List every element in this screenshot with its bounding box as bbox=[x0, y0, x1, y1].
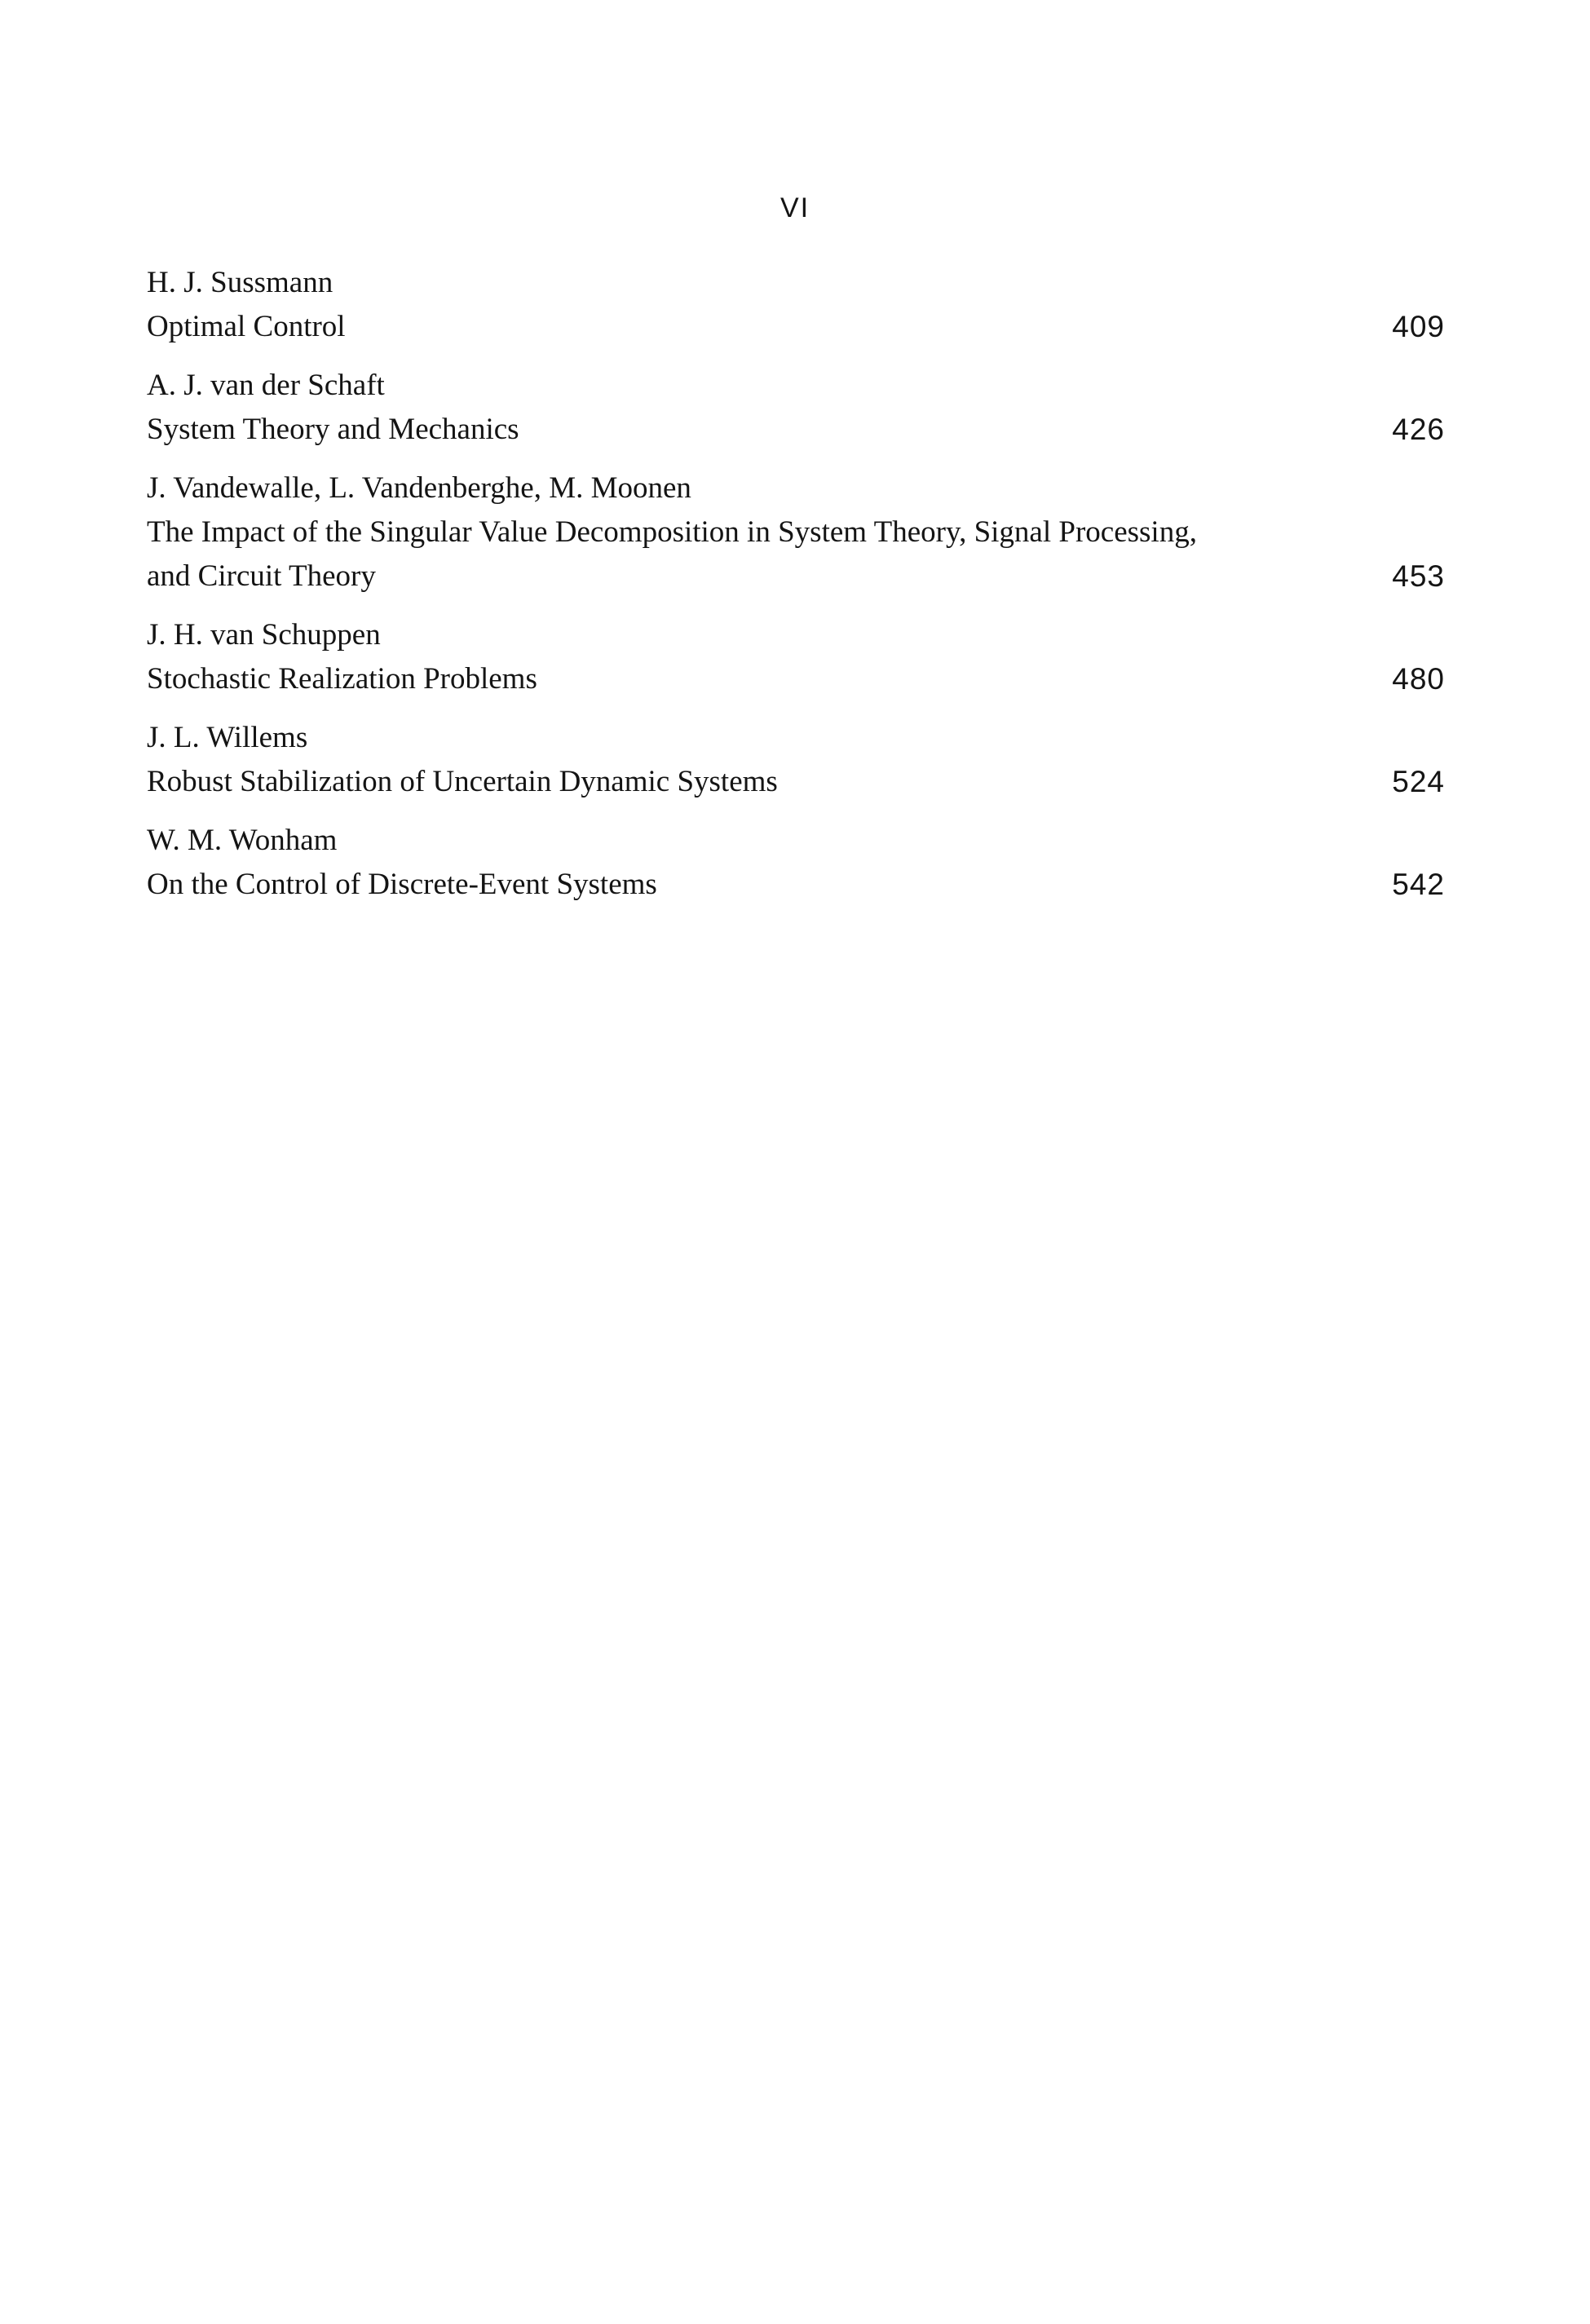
entry-page-number: 480 bbox=[1392, 662, 1445, 696]
entry-title-line: System Theory and Mechanics bbox=[147, 413, 519, 446]
entry-title-line: and Circuit Theory bbox=[147, 559, 376, 593]
entry-authors: J. L. Willems bbox=[147, 721, 308, 754]
page-number: VI bbox=[780, 192, 810, 223]
toc-entry bbox=[147, 819, 1451, 907]
entry-page-number: 453 bbox=[1392, 559, 1445, 593]
toc-entry bbox=[147, 261, 1451, 349]
entry-title-line: Robust Stabilization of Uncertain Dynamic Systems bbox=[147, 765, 778, 798]
entry-page-number: 426 bbox=[1392, 413, 1445, 446]
entry-title-line: Optimal Control bbox=[147, 310, 346, 343]
entry-title-line: Stochastic Realization Problems bbox=[147, 662, 537, 696]
table-of-contents bbox=[147, 261, 1451, 921]
entry-page-number: 409 bbox=[1392, 310, 1445, 343]
entry-title bbox=[147, 760, 1451, 804]
entry-title bbox=[147, 863, 1451, 907]
entry-authors: J. Vandewalle, L. Vandenberghe, M. Moonen bbox=[147, 471, 691, 505]
toc-entry bbox=[147, 613, 1451, 701]
entry-title bbox=[147, 305, 1451, 349]
entry-page-number: 542 bbox=[1392, 868, 1445, 901]
entry-authors: A. J. van der Schaft bbox=[147, 369, 385, 402]
entry-authors: W. M. Wonham bbox=[147, 824, 338, 857]
entry-title-line: On the Control of Discrete-Event Systems bbox=[147, 868, 657, 901]
entry-title-line: The Impact of the Singular Value Decomposition in System Theory, Signal Processing, bbox=[147, 515, 1197, 549]
entry-authors: J. H. van Schuppen bbox=[147, 618, 381, 652]
toc-entry bbox=[147, 466, 1451, 599]
entry-authors: H. J. Sussmann bbox=[147, 266, 333, 299]
entry-title bbox=[147, 408, 1451, 452]
entry-title bbox=[147, 510, 1451, 599]
toc-entry bbox=[147, 716, 1451, 804]
entry-title bbox=[147, 657, 1451, 701]
toc-entry bbox=[147, 364, 1451, 452]
entry-page-number: 524 bbox=[1392, 765, 1445, 798]
